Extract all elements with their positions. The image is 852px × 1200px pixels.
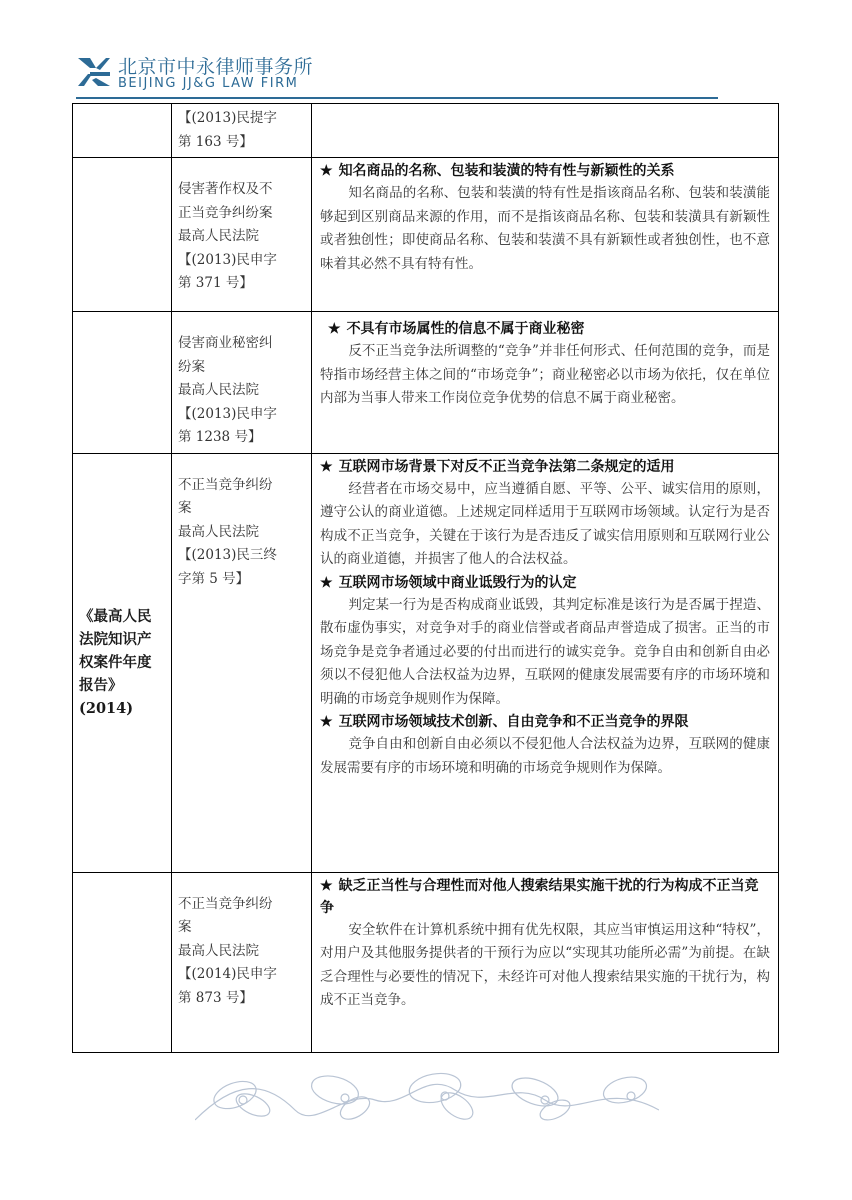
letterhead: [76, 52, 726, 98]
table-row: [73, 104, 779, 158]
rule-cell: [312, 104, 779, 158]
rule-body: 竞争自由和创新自由必须以不侵犯他人合法权益为边界，互联网的健康发展需要有序的市场环境和明确的市场竞争规则作为保障。: [320, 736, 770, 776]
source-cell: [73, 453, 172, 872]
source-cell: [73, 312, 172, 454]
case-table: [72, 103, 779, 1053]
rule-cell: [312, 872, 779, 1052]
rule-heading: ★ 不具有市场属性的信息不属于商业秘密: [328, 321, 585, 337]
firm-logo-icon: [76, 54, 112, 90]
source-cell: [73, 872, 172, 1052]
table-row: [73, 158, 779, 312]
case-cell: 侵害著作权及不 正当竞争纠纷案 最高人民法院 【(2013)民申字 第 371 号】: [172, 158, 312, 312]
table-row: [73, 453, 779, 872]
star-icon: ★: [328, 321, 341, 337]
rule-body: 判定某一行为是否构成商业诋毁，其判定标准是该行为是否属于捏造、散布虚伪事实，对竞争对手的商业信誉或者商品声誉造成了损害。正当的市场竞争是竞争者通过必要的付出而进行的诚实竞争。竞争自由和创新自由必须以不侵犯他人合法权益为边界，互联网的健康发展需要有序的市场环境和明确的市场竞争规则作为保障。: [320, 596, 770, 707]
floral-footer-decoration-icon: [195, 1060, 659, 1132]
case-cell: 【(2013)民提字 第 163 号】: [172, 104, 312, 158]
star-icon: ★: [320, 714, 333, 730]
case-cell: 不正当竞争纠纷 案 最高人民法院 【(2013)民三终 字第 5 号】: [172, 453, 312, 872]
rule-body: 知名商品的名称、包装和装潢的特有性是指该商品名称、包装和装潢能够起到区别商品来源的作用，而不是指该商品名称、包装和装潢具有新颖性或者独创性；即使商品名称、包装和装潢不具有新颖性或者独创性，也不意味着其必然不具有特有性。: [320, 185, 770, 272]
source-cell: [73, 104, 172, 158]
rule-cell: [312, 312, 779, 454]
star-icon: ★: [320, 574, 333, 591]
rule-body: 经营者在市场交易中，应当遵循自愿、平等、公平、诚实信用的原则，遵守公认的商业道德。上述规定同样适用于互联网市场领域。认定行为是否构成不正当竞争，关键在于该行为是否违反了诚实信用原则和互联网行业公认的商业道德，并损害了他人的合法权益。: [320, 480, 770, 567]
source-title: 《最高人民法院知识产权案件年度报告》(2014): [79, 608, 152, 717]
star-icon: ★: [320, 163, 333, 179]
rule-heading: ★ 缺乏正当性与合理性而对他人搜索结果实施干扰的行为构成不正当竞争: [320, 877, 759, 916]
firm-name-en: BEIJING JJ&G LAW FIRM: [118, 76, 299, 91]
table-row: [73, 872, 779, 1052]
rule-cell: [312, 453, 779, 872]
case-cell: 侵害商业秘密纠 纷案 最高人民法院 【(2013)民申字 第 1238 号】: [172, 312, 312, 454]
rule-cell: [312, 158, 779, 312]
header-divider: [76, 97, 718, 99]
rule-heading: ★ 互联网市场领域技术创新、自由竞争和不正当竞争的界限: [320, 714, 689, 730]
rule-body: 反不正当竞争法所调整的“竞争”并非任何形式、任何范围的竞争，而是特指市场经营主体之间的“市场竞争”；商业秘密必以市场为依托，仅在单位内部为当事人带来工作岗位竞争优势的信息不属于商业秘密。: [320, 343, 770, 406]
rule-heading: ★ 互联网市场背景下对反不正当竞争法第二条规定的适用: [320, 458, 675, 475]
star-icon: ★: [320, 458, 333, 475]
source-cell: [73, 158, 172, 312]
rule-heading: ★ 互联网市场领域中商业诋毁行为的认定: [320, 574, 577, 591]
star-icon: ★: [320, 877, 333, 894]
case-cell: 不正当竞争纠纷 案 最高人民法院 【(2014)民申字 第 873 号】: [172, 872, 312, 1052]
table-row: [73, 312, 779, 454]
rule-heading: ★ 知名商品的名称、包装和装潢的特有性与新颖性的关系: [320, 163, 675, 179]
rule-body: 安全软件在计算机系统中拥有优先权限，其应当审慎运用这种“特权”，对用户及其他服务提供者的干预行为应以“实现其功能所必需”为前提。在缺乏合理性与必要性的情况下，未经许可对他人搜索结果实施的干扰行为，构成不正当竞争。: [320, 921, 770, 1008]
firm-name-cn: 北京市中永律师事务所: [118, 56, 314, 78]
